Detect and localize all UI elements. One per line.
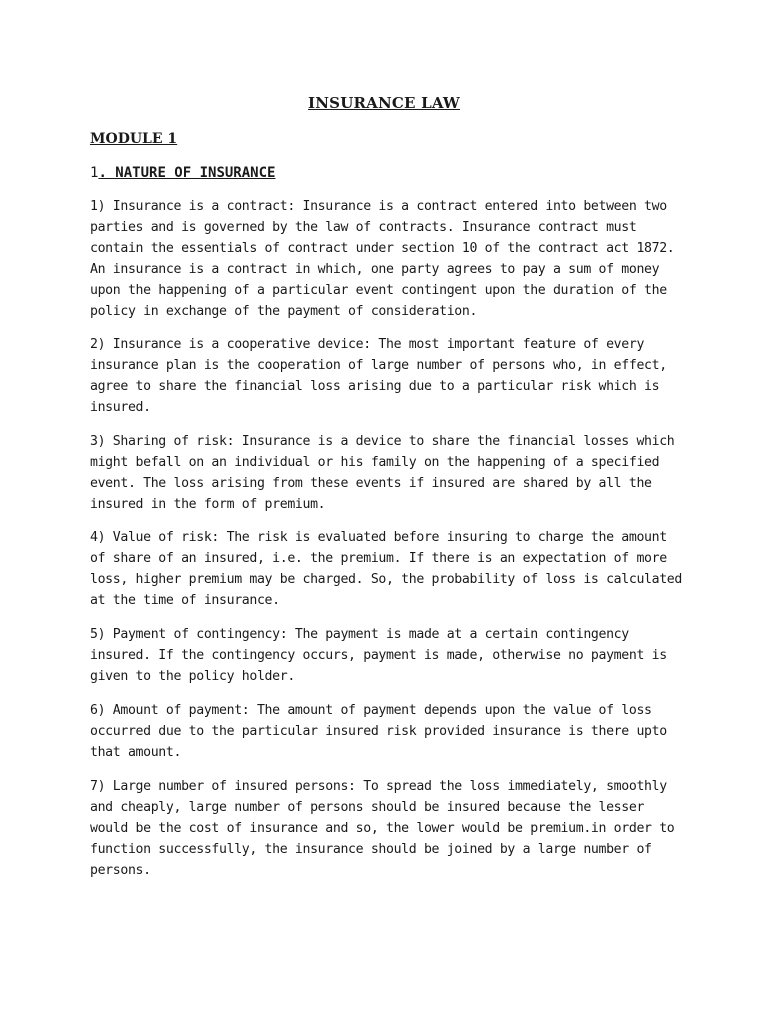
section-number: 1 xyxy=(90,165,99,181)
paragraph-sharing-of-risk: 3) Sharing of risk: Insurance is a device to share the financial losses which might befall on an individual or his family on the happening of a specified event. The loss arising from these events if insured are shared by all the insured in the form of premium. xyxy=(90,434,675,512)
paragraph-value-of-risk: 4) Value of risk: The risk is evaluated before insuring to charge the amount of share of an insured, i.e. the premium. If there is an expectation of more loss, higher premium may be charged. So, the probability of loss is calculated at the time of insurance. xyxy=(90,530,682,608)
paragraph-large-number-insured: 7) Large number of insured persons: To spread the loss immediately, smoothly and cheaply, large number of persons should be insured because the lesser would be the cost of insurance and so, the lower would be premium.in order to function successfully, the insurance should be joined by a large number of persons. xyxy=(90,779,675,878)
paragraph-cooperative-device: 2) Insurance is a cooperative device: The most important feature of every insurance plan is the cooperation of large number of persons who, in effect, agree to share the financial loss arising due to a particular risk which is insured. xyxy=(90,337,667,415)
document-title: INSURANCE LAW xyxy=(308,94,460,112)
paragraph-payment-of-contingency: 5) Payment of contingency: The payment is made at a certain contingency insured. If the contingency occurs, payment is made, otherwise no payment is given to the policy holder. xyxy=(90,627,667,684)
paragraph-contract: 1) Insurance is a contract: Insurance is a contract entered into between two parties and is governed by the law of contracts. Insurance contract must contain the essentials of contract under section 10 of the contract act 1872. An insurance is a contract in which, one party agrees to pay a sum of money upon the happening of a particular event contingent upon the duration of the policy in exchange of the payment of consideration. xyxy=(90,199,675,319)
module-heading: MODULE 1 xyxy=(90,131,178,147)
section-heading xyxy=(90,165,275,181)
paragraph-amount-of-payment: 6) Amount of payment: The amount of payment depends upon the value of loss occurred due to the particular insured risk provided insurance is there upto that amount. xyxy=(90,703,667,760)
section-label: . NATURE OF INSURANCE xyxy=(98,165,276,181)
